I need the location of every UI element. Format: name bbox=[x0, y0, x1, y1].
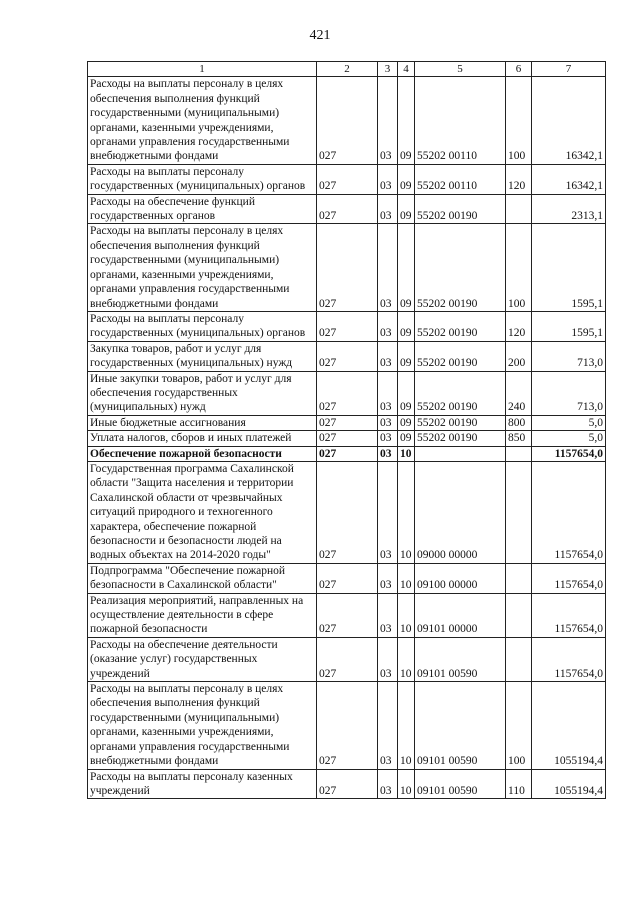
table-row bbox=[88, 446, 606, 461]
row-value-cell: 09 bbox=[398, 77, 415, 164]
row-value-cell: 03 bbox=[378, 446, 398, 461]
row-value-cell: 1055194,4 bbox=[532, 682, 606, 769]
row-value-cell: 240 bbox=[506, 371, 532, 415]
row-name-cell: Закупка товаров, работ и услуг для государственных (муниципальных) нужд bbox=[88, 341, 317, 371]
row-value-cell: 027 bbox=[317, 371, 378, 415]
row-value-cell: 027 bbox=[317, 593, 378, 637]
row-value-cell: 09 bbox=[398, 371, 415, 415]
row-name-cell: Расходы на обеспечение функций государственных органов bbox=[88, 194, 317, 224]
row-name-cell: Иные закупки товаров, работ и услуг для обеспечения государственных (муниципальных) нужд bbox=[88, 371, 317, 415]
row-value-cell: 1157654,0 bbox=[532, 593, 606, 637]
row-name-cell: Подпрограмма "Обеспечение пожарной безопасности в Сахалинской области" bbox=[88, 563, 317, 593]
row-value-cell: 03 bbox=[378, 769, 398, 799]
row-value-cell: 09101 00590 bbox=[415, 769, 506, 799]
row-name-cell: Расходы на выплаты персоналу казенных учреждений bbox=[88, 769, 317, 799]
row-value-cell: 10 bbox=[398, 446, 415, 461]
row-value-cell: 027 bbox=[317, 311, 378, 341]
row-value-cell: 200 bbox=[506, 341, 532, 371]
row-value-cell: 1157654,0 bbox=[532, 446, 606, 461]
row-value-cell: 100 bbox=[506, 224, 532, 311]
row-value-cell: 09 bbox=[398, 224, 415, 311]
row-name-cell: Государственная программа Сахалинской области "Защита населения и территории Сахалинской области от чрезвычайных ситуаций природного и техногенного характера, обеспечение пожарной безопасности и безопасности людей на водных объектах на 2014-2020 годы" bbox=[88, 461, 317, 563]
row-value-cell: 03 bbox=[378, 77, 398, 164]
row-value-cell: 027 bbox=[317, 77, 378, 164]
row-value-cell: 55202 00110 bbox=[415, 77, 506, 164]
column-header: 5 bbox=[415, 62, 506, 77]
row-value-cell: 03 bbox=[378, 431, 398, 446]
row-value-cell: 120 bbox=[506, 311, 532, 341]
row-value-cell: 2313,1 bbox=[532, 194, 606, 224]
row-value-cell: 03 bbox=[378, 194, 398, 224]
column-header: 1 bbox=[88, 62, 317, 77]
row-value-cell: 55202 00110 bbox=[415, 164, 506, 194]
row-value-cell: 55202 00190 bbox=[415, 311, 506, 341]
row-value-cell: 03 bbox=[378, 224, 398, 311]
row-value-cell: 55202 00190 bbox=[415, 431, 506, 446]
row-value-cell: 027 bbox=[317, 194, 378, 224]
column-header: 6 bbox=[506, 62, 532, 77]
row-name-cell: Уплата налогов, сборов и иных платежей bbox=[88, 431, 317, 446]
row-value-cell: 03 bbox=[378, 682, 398, 769]
table-row bbox=[88, 461, 606, 563]
row-value-cell: 027 bbox=[317, 769, 378, 799]
row-value-cell: 10 bbox=[398, 461, 415, 563]
row-value-cell: 03 bbox=[378, 563, 398, 593]
row-value-cell: 120 bbox=[506, 164, 532, 194]
row-value-cell: 10 bbox=[398, 563, 415, 593]
row-value-cell: 09 bbox=[398, 341, 415, 371]
row-value-cell: 1055194,4 bbox=[532, 769, 606, 799]
row-value-cell: 55202 00190 bbox=[415, 224, 506, 311]
row-value-cell: 027 bbox=[317, 461, 378, 563]
table-row bbox=[88, 563, 606, 593]
table-row bbox=[88, 371, 606, 415]
table-row bbox=[88, 431, 606, 446]
row-value-cell: 10 bbox=[398, 637, 415, 681]
row-value-cell: 09 bbox=[398, 415, 415, 430]
row-value-cell: 100 bbox=[506, 77, 532, 164]
row-value-cell: 09 bbox=[398, 311, 415, 341]
row-value-cell: 110 bbox=[506, 769, 532, 799]
row-value-cell: 09 bbox=[398, 431, 415, 446]
row-value-cell: 09100 00000 bbox=[415, 563, 506, 593]
table-row bbox=[88, 224, 606, 311]
row-value-cell bbox=[415, 446, 506, 461]
row-value-cell: 027 bbox=[317, 431, 378, 446]
row-value-cell: 027 bbox=[317, 446, 378, 461]
row-value-cell: 1595,1 bbox=[532, 311, 606, 341]
column-header: 3 bbox=[378, 62, 398, 77]
row-value-cell bbox=[506, 461, 532, 563]
row-value-cell: 09101 00000 bbox=[415, 593, 506, 637]
row-name-cell: Иные бюджетные ассигнования bbox=[88, 415, 317, 430]
table-row bbox=[88, 311, 606, 341]
row-value-cell: 027 bbox=[317, 341, 378, 371]
row-name-cell: Расходы на обеспечение деятельности (оказание услуг) государственных учреждений bbox=[88, 637, 317, 681]
table-row bbox=[88, 769, 606, 799]
row-value-cell: 713,0 bbox=[532, 341, 606, 371]
row-value-cell: 027 bbox=[317, 415, 378, 430]
row-name-cell: Реализация мероприятий, направленных на осуществление деятельности в сфере пожарной безопасности bbox=[88, 593, 317, 637]
row-name-cell: Расходы на выплаты персоналу в целях обеспечения выполнения функций государственными (муниципальными) органами, казенными учреждениями, органами управления государственными внебюджетными фондами bbox=[88, 77, 317, 164]
table-row bbox=[88, 682, 606, 769]
row-value-cell: 1157654,0 bbox=[532, 563, 606, 593]
table-row bbox=[88, 637, 606, 681]
row-value-cell: 027 bbox=[317, 563, 378, 593]
page-number: 421 bbox=[309, 28, 331, 43]
row-value-cell: 16342,1 bbox=[532, 164, 606, 194]
row-value-cell: 09 bbox=[398, 194, 415, 224]
table-row bbox=[88, 415, 606, 430]
row-value-cell: 03 bbox=[378, 415, 398, 430]
column-header: 2 bbox=[317, 62, 378, 77]
row-value-cell: 09000 00000 bbox=[415, 461, 506, 563]
row-value-cell: 713,0 bbox=[532, 371, 606, 415]
row-value-cell: 09101 00590 bbox=[415, 637, 506, 681]
table-row bbox=[88, 593, 606, 637]
row-value-cell bbox=[506, 563, 532, 593]
column-header: 4 bbox=[398, 62, 415, 77]
row-value-cell: 55202 00190 bbox=[415, 415, 506, 430]
budget-table bbox=[87, 61, 606, 799]
row-value-cell: 027 bbox=[317, 164, 378, 194]
row-value-cell: 027 bbox=[317, 637, 378, 681]
row-value-cell: 5,0 bbox=[532, 415, 606, 430]
row-value-cell: 1595,1 bbox=[532, 224, 606, 311]
row-value-cell: 55202 00190 bbox=[415, 371, 506, 415]
row-name-cell: Расходы на выплаты персоналу государственных (муниципальных) органов bbox=[88, 311, 317, 341]
row-value-cell: 10 bbox=[398, 682, 415, 769]
row-value-cell: 800 bbox=[506, 415, 532, 430]
table-row bbox=[88, 341, 606, 371]
table-row bbox=[88, 77, 606, 164]
row-value-cell: 03 bbox=[378, 637, 398, 681]
row-value-cell: 16342,1 bbox=[532, 77, 606, 164]
row-value-cell bbox=[506, 446, 532, 461]
row-value-cell: 03 bbox=[378, 461, 398, 563]
row-value-cell: 03 bbox=[378, 341, 398, 371]
row-value-cell: 10 bbox=[398, 769, 415, 799]
row-value-cell: 09101 00590 bbox=[415, 682, 506, 769]
row-value-cell: 100 bbox=[506, 682, 532, 769]
row-value-cell: 10 bbox=[398, 593, 415, 637]
row-name-cell: Расходы на выплаты персоналу государственных (муниципальных) органов bbox=[88, 164, 317, 194]
row-name-cell: Расходы на выплаты персоналу в целях обеспечения выполнения функций государственными (муниципальными) органами, казенными учреждениями, органами управления государственными внебюджетными фондами bbox=[88, 682, 317, 769]
table-header-row bbox=[88, 62, 606, 77]
row-value-cell: 1157654,0 bbox=[532, 637, 606, 681]
table-row bbox=[88, 164, 606, 194]
row-value-cell: 55202 00190 bbox=[415, 194, 506, 224]
row-value-cell bbox=[506, 637, 532, 681]
row-value-cell: 027 bbox=[317, 224, 378, 311]
row-value-cell: 03 bbox=[378, 593, 398, 637]
row-value-cell: 5,0 bbox=[532, 431, 606, 446]
row-name-cell: Расходы на выплаты персоналу в целях обеспечения выполнения функций государственными (муниципальными) органами, казенными учреждениями, органами управления государственными внебюджетными фондами bbox=[88, 224, 317, 311]
table-row bbox=[88, 194, 606, 224]
row-value-cell bbox=[506, 194, 532, 224]
row-value-cell: 850 bbox=[506, 431, 532, 446]
row-value-cell bbox=[506, 593, 532, 637]
row-value-cell: 03 bbox=[378, 311, 398, 341]
row-value-cell: 55202 00190 bbox=[415, 341, 506, 371]
row-value-cell: 03 bbox=[378, 371, 398, 415]
row-value-cell: 1157654,0 bbox=[532, 461, 606, 563]
row-value-cell: 09 bbox=[398, 164, 415, 194]
row-name-cell: Обеспечение пожарной безопасности bbox=[88, 446, 317, 461]
column-header: 7 bbox=[532, 62, 606, 77]
row-value-cell: 027 bbox=[317, 682, 378, 769]
row-value-cell: 03 bbox=[378, 164, 398, 194]
